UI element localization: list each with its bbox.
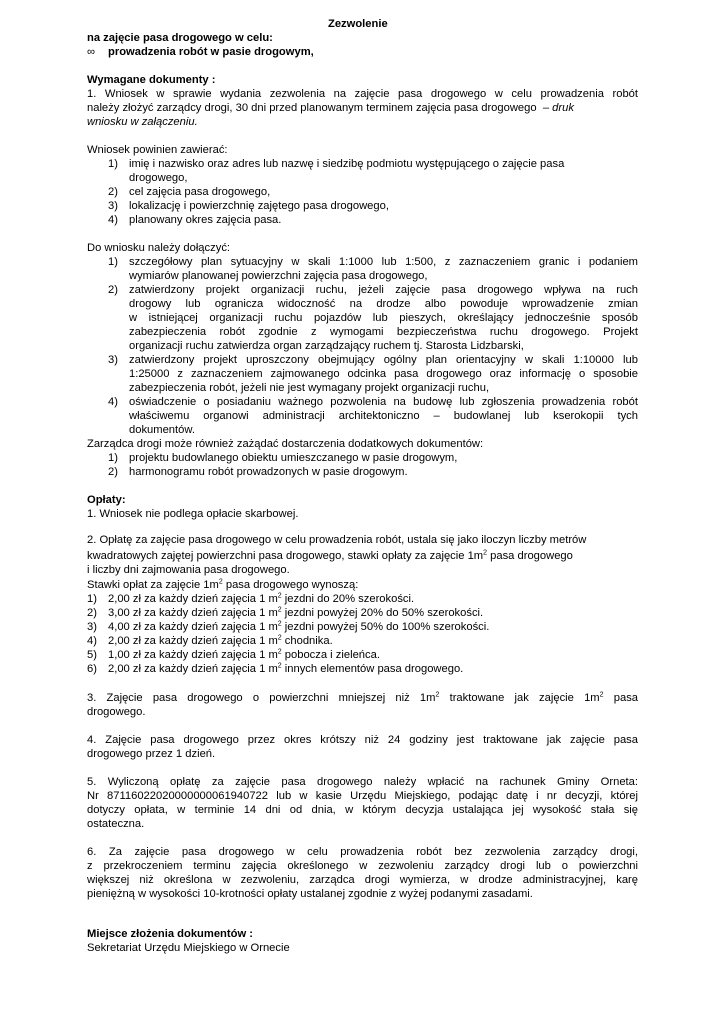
required-docs-heading: Wymagane dokumenty : xyxy=(87,74,216,86)
list-item: zatwierdzony projekt organizacji ruchu, jeżeli zajęcie pasa drogowego wpływa na ruch xyxy=(129,284,638,296)
fees-p1: 1. Wniosek nie podlega opłacie skarbowej. xyxy=(87,508,299,520)
list-item: planowany okres zajęcia pasa. xyxy=(129,214,282,226)
list-item-number: 2) xyxy=(108,186,118,198)
list-item: zabezpieczenia robót zgodnie z wymogami bezpieczeństwa ruchu drogowego. Projekt xyxy=(129,326,638,338)
list-item: projektu budowlanego obiektu umieszczanego w pasie drogowym, xyxy=(129,452,458,464)
place-heading: Miejsce złożenia dokumentów : xyxy=(87,928,253,940)
infinity-bullet-icon: ∞ xyxy=(87,46,95,58)
required-p1-line2: należy złożyć zarządcy drogi, 30 dni przed planowanym terminem zajęcia pasa drogowego – druk xyxy=(87,102,574,114)
list-item-number: 4) xyxy=(108,214,118,226)
rate-item: 3,00 zł za każdy dzień zajęcia 1 $m^2$ jezdni powyżej 20% do 50% szerokości. xyxy=(108,606,484,619)
list-item: oświadczenie o posiadaniu ważnego pozwolenia na budowę lub zgłoszenia prowadzenia robót xyxy=(129,396,638,408)
fees-heading: Opłaty: xyxy=(87,494,126,506)
list-item: cel zajęcia pasa drogowego, xyxy=(129,186,271,198)
fees-p6-line: większej niż określona w zezwoleniu, zarządca drogi wymierza, w drodze administracyjnej, karę xyxy=(87,874,638,886)
fees-p5-line: 5. Wyliczoną opłatę za zajęcie pasa drogowego należy wpłacić na rachunek Gminy Orneta: xyxy=(87,776,638,788)
list-item-number: 1) xyxy=(87,593,97,605)
rate-item: 2,00 zł za każdy dzień zajęcia 1 $m^2$ jezdni do 20% szerokości. xyxy=(108,592,415,605)
document-title: Zezwolenie xyxy=(328,18,388,30)
fees-p6-line: 6. Za zajęcie pasa drogowego w celu prowadzenia robót bez zezwolenia zarządcy drogi, xyxy=(87,846,638,858)
required-p1-line1: 1. Wniosek w sprawie wydania zezwolenia na zajęcie pasa drogowego w celu prowadzenia robót xyxy=(87,88,638,100)
list-item: właściwemu organowi administracji architektoniczno – budowlanej lub kserokopii tych xyxy=(129,410,638,422)
list-item-number: 2) xyxy=(108,284,118,296)
list-item: lokalizację i powierzchnię zajętego pasa drogowego, xyxy=(129,200,389,212)
fees-p6-line: pieniężną w wysokości 10-krotności opłaty ustalanej zgodnie z wyżej podanymi zasadami. xyxy=(87,888,533,900)
list-item: szczegółowy plan sytuacyjny w skali 1:1000 lub 1:500, z zaznaczeniem granic i podaniem xyxy=(129,256,638,268)
list-item-number: 1) xyxy=(108,452,118,464)
rates-heading: Stawki opłat za zajęcie $1m^2$ pasa drogowego wynoszą: xyxy=(87,578,359,591)
list-item-number: 2) xyxy=(87,607,97,619)
list-item-number: 1) xyxy=(108,158,118,170)
list-item-number: 6) xyxy=(87,663,97,675)
list-item: harmonogramu robót prowadzonych w pasie drogowym. xyxy=(129,466,408,478)
list-item: wymiarów planowanej powierzchni zajęcia pasa drogowego, xyxy=(129,270,428,282)
list-item: drogowy lub ogranicza widoczność na drodze albo powoduje wprowadzenie zmian xyxy=(129,298,638,310)
extra-docs-heading: Zarządca drogi może również zażądać dostarczenia dodatkowych dokumentów: xyxy=(87,438,484,450)
rate-item: 1,00 zł za każdy dzień zajęcia 1 $m^2$ pobocza i zieleńca. xyxy=(108,648,380,661)
list-item-number: 4) xyxy=(87,635,97,647)
fees-p5-line: Nr 87116022020000000061940722 lub w kasie Urzędu Miejskiego, podając datę i nr decyzji, której xyxy=(87,790,638,802)
list-item-number: 3) xyxy=(108,200,118,212)
fees-p2-line3: i liczby dni zajmowania pasa drogowego. xyxy=(87,564,290,576)
list-item: zatwierdzony projekt uproszczony obejmujący ogólny plan orientacyjny w skali 1:10000 lub xyxy=(129,354,638,366)
fees-p2-line1: 2. Opłatę za zajęcie pasa drogowego w celu prowadzenia robót, ustala się jako iloczyn liczby metrów xyxy=(87,534,587,546)
place-text: Sekretariat Urzędu Miejskiego w Ornecie xyxy=(87,942,290,954)
purpose-heading: na zajęcie pasa drogowego w celu: xyxy=(87,32,273,44)
rate-item: 2,00 zł za każdy dzień zajęcia 1 $m^2$ innych elementów pasa drogowego. xyxy=(108,662,464,675)
fees-p3-line1: 3. Zajęcie pasa drogowego o powierzchni mniejszej niż $1m^2$ traktowane jak zajęcie $1m^2$ pasa xyxy=(87,691,639,704)
fees-p4-line1: 4. Zajęcie pasa drogowego przez okres krótszy niż 24 godziny jest traktowane jak zajęcie pasa xyxy=(87,734,638,746)
fees-p5-line: ostateczna. xyxy=(87,818,145,830)
wniosek-heading: Wniosek powinien zawierać: xyxy=(87,144,228,156)
list-item: dokumentów. xyxy=(129,424,195,436)
attachments-heading: Do wniosku należy dołączyć: xyxy=(87,242,231,254)
list-item: organizacji ruchu zatwierdza organ zarządzający ruchem tj. Starosta Lidzbarski, xyxy=(129,340,524,352)
list-item-number: 3) xyxy=(87,621,97,633)
list-item: imię i nazwisko oraz adres lub nazwę i siedzibę podmiotu występującego o zajęcie pasa xyxy=(129,158,565,170)
list-item: w istniejącej organizacji ruchu pojazdów lub pieszych, określający jednocześnie sposób xyxy=(129,312,638,324)
list-item-number: 2) xyxy=(108,466,118,478)
list-item-number: 5) xyxy=(87,649,97,661)
list-item-number: 3) xyxy=(108,354,118,366)
rate-item: 2,00 zł za każdy dzień zajęcia 1 $m^2$ chodnika. xyxy=(108,634,333,647)
rate-item: 4,00 zł za każdy dzień zajęcia 1 $m^2$ jezdni powyżej 50% do 100% szerokości. xyxy=(108,620,490,633)
purpose-item: prowadzenia robót w pasie drogowym, xyxy=(108,46,314,58)
fees-p3-line2: drogowego. xyxy=(87,706,146,718)
fees-p4-line2: drogowego przez 1 dzień. xyxy=(87,748,216,760)
fees-p2-line2: kwadratowych zajętej powierzchni pasa drogowego, stawki opłaty za zajęcie $1m^2$ pasa drogowego xyxy=(87,549,573,562)
list-item: 1:25000 z zaznaczeniem zajmowanego odcinka pasa drogowego oraz informację o sposobie xyxy=(129,368,638,380)
list-item: zabezpieczenia robót, jeżeli nie jest wymagany projekt organizacji ruchu, xyxy=(129,382,490,394)
list-item: drogowego, xyxy=(129,172,188,184)
fees-p5-line: dotyczy opłata, w terminie 14 dni od dnia, w którym decyzja ustalająca jej wysokość stała się xyxy=(87,804,638,816)
fees-p6-line: z przekroczeniem terminu zajęcia określonego w zezwoleniu zarządcy drogi lub o powierzchni xyxy=(87,860,638,872)
list-item-number: 4) xyxy=(108,396,118,408)
list-item-number: 1) xyxy=(108,256,118,268)
required-p1-line3: wniosku w załączeniu. xyxy=(87,116,198,128)
